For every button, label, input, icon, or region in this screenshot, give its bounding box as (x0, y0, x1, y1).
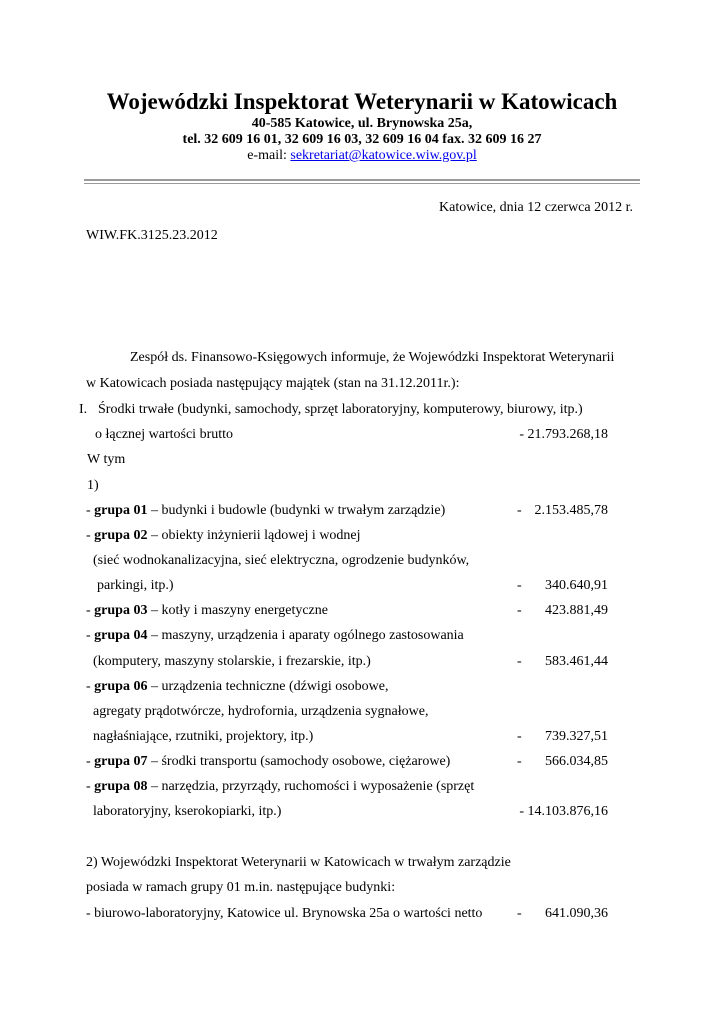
building-value: 641.090,36 (545, 906, 608, 921)
group-row: - grupa 01 – budynki i budowle (budynki w trwałym zarządzie) (86, 503, 446, 518)
header-rule (84, 179, 640, 181)
group-row-continued: parkingi, itp.) (97, 578, 174, 593)
group-row-continued: laboratoryjny, kserokopiarki, itp.) (93, 804, 282, 819)
group-name: grupa 01 (94, 503, 148, 518)
email-link[interactable]: sekretariat@katowice.wiw.gov.pl (290, 148, 477, 163)
email-label: e-mail: (247, 148, 287, 163)
value-dash: - (517, 503, 522, 518)
group-value: 340.640,91 (545, 578, 608, 593)
intro-line-1: Zespół ds. Finansowo-Księgowych informuje, że Wojewódzki Inspektorat Weterynarii (130, 350, 615, 365)
section1-line-2: o łącznej wartości brutto (95, 427, 234, 442)
value-dash: - (517, 578, 522, 593)
date-line: Katowice, dnia 12 czerwca 2012 r. (439, 200, 633, 215)
institution-phones: tel. 32 609 16 01, 32 609 16 03, 32 609 16 04 fax. 32 609 16 27 (182, 132, 542, 147)
group-row-continued: (komputery, maszyny stolarskie, i frezarskie, itp.) (93, 654, 371, 669)
group-name: grupa 03 (94, 603, 148, 618)
section2-line-1: 2) Wojewódzki Inspektorat Weterynarii w Katowicach w trwałym zarządzie (86, 855, 511, 870)
group-row: - grupa 06 – urządzenia techniczne (dźwigi osobowe, (86, 679, 389, 694)
group-row-continued: (sieć wodnokanalizacyjna, sieć elektryczna, ogrodzenie budynków, (93, 553, 470, 568)
group-name: grupa 06 (94, 679, 148, 694)
group-value: - 14.103.876,16 (519, 804, 608, 819)
value-dash: - (517, 654, 522, 669)
group-row: - grupa 02 – obiekty inżynierii lądowej i wodnej (86, 528, 361, 543)
section2-line-3: - biurowo-laboratoryjny, Katowice ul. Brynowska 25a o wartości netto (86, 906, 483, 921)
group-value: 739.327,51 (545, 729, 608, 744)
group-row: - grupa 08 – narzędzia, przyrządy, ruchomości i wyposażenie (sprzęt (86, 779, 475, 794)
group-name: grupa 04 (94, 628, 148, 643)
group-row-continued: agregaty prądotwórcze, hydrofornia, urządzenia sygnałowe, (93, 704, 429, 719)
group-row: - grupa 03 – kotły i maszyny energetyczne (86, 603, 328, 618)
institution-title: Wojewódzki Inspektorat Weterynarii w Katowicach (106, 89, 618, 114)
group-value: 583.461,44 (545, 654, 608, 669)
section-numeral: I. (79, 402, 88, 417)
value-dash: - (517, 729, 522, 744)
section2-line-2: posiada w ramach grupy 01 m.in. następujące budynki: (86, 880, 396, 895)
value-dash: - (517, 754, 522, 769)
w-tym-label: W tym (87, 452, 126, 467)
email-line (0, 147, 724, 165)
subsection-1-label: 1) (87, 478, 99, 493)
group-value: 566.034,85 (545, 754, 608, 769)
group-row: - grupa 04 – maszyny, urządzenia i aparaty ogólnego zastosowania (86, 628, 464, 643)
group-name: grupa 08 (94, 779, 148, 794)
section1-line-1: Środki trwałe (budynki, samochody, sprzęt laboratoryjny, komputerowy, biurowy, itp.) (98, 402, 583, 417)
group-name: grupa 02 (94, 528, 148, 543)
group-value: 2.153.485,78 (534, 503, 608, 518)
value-dash: - (517, 603, 522, 618)
intro-line-2: w Katowicach posiada następujący majątek (stan na 31.12.2011r.): (86, 376, 460, 391)
group-row-continued: nagłaśniające, rzutniki, projektory, itp.) (93, 729, 314, 744)
institution-address: 40-585 Katowice, ul. Brynowska 25a, (251, 116, 473, 131)
reference-number: WIW.FK.3125.23.2012 (86, 228, 218, 243)
group-value: 423.881,49 (545, 603, 608, 618)
group-row: - grupa 07 – środki transportu (samochody osobowe, ciężarowe) (86, 754, 451, 769)
group-name: grupa 07 (94, 754, 148, 769)
value-dash: - (517, 906, 522, 921)
total-value: - 21.793.268,18 (519, 427, 608, 442)
header-rule-thin (84, 183, 640, 184)
